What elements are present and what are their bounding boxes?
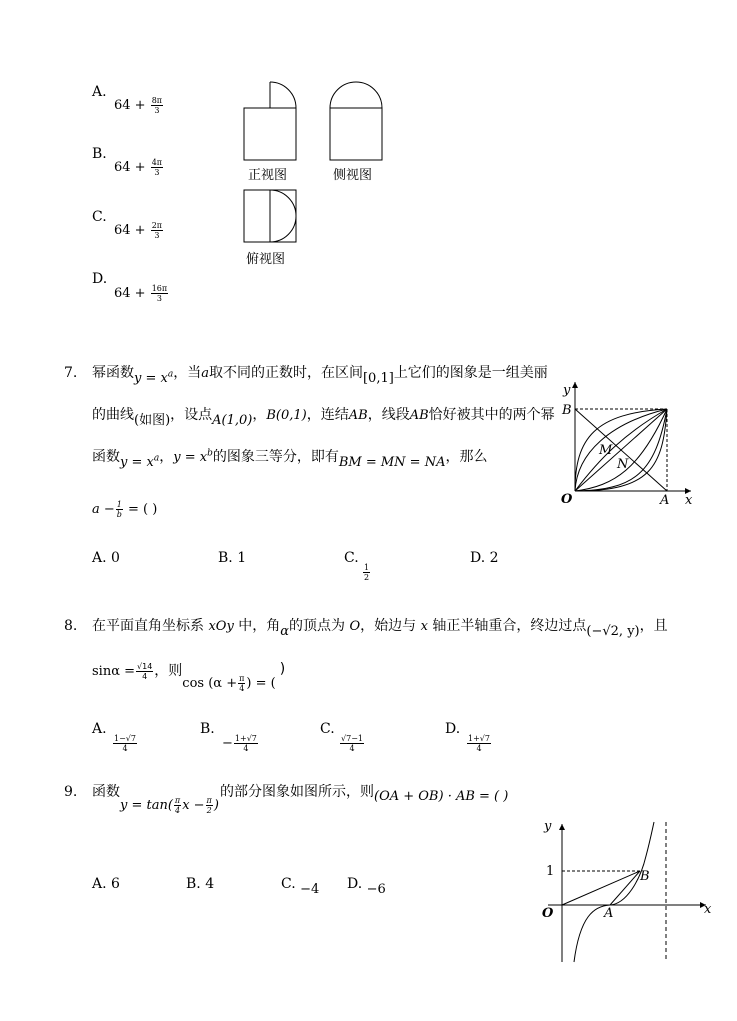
q9-option-d[interactable]: D. −6 <box>347 876 386 897</box>
q6-option-a-value: 64 + $\frac{8\pi}{3}$ <box>114 96 163 115</box>
q6-option-b-letter[interactable]: B. <box>92 146 107 162</box>
q8-option-b-value: − $\frac{1+√7}{4}$ <box>222 734 257 753</box>
q8-option-d-letter[interactable]: D. <box>445 721 461 737</box>
q7-label-b: B <box>562 403 572 418</box>
q8-option-c-value: $\frac{√7-1}{4}$ <box>341 734 363 753</box>
q6-option-d-value: 64 + $\frac{16\pi}{3}$ <box>114 284 168 303</box>
top-view-label: 俯视图 <box>246 252 286 267</box>
q7-power-function-graph <box>555 378 705 510</box>
q6-option-b-value: 64 + $\frac{4\pi}{3}$ <box>114 158 163 177</box>
q7-line-3: 函数$y = x^a$，$y = x^b$的图象三等分，即有BM = MN = NA，那么 <box>92 448 488 470</box>
q9-label-function: 函数 <box>92 784 120 800</box>
q7-expression: a − $\frac{1}{b}$ = ( ) <box>92 500 158 519</box>
q7-label-a: A <box>660 493 670 508</box>
q9-tangent-curve <box>574 822 654 962</box>
top-view-semicircle <box>270 190 296 242</box>
q9-segment-ob <box>562 871 640 905</box>
q9-label-a: A <box>604 906 614 921</box>
q7-option-a[interactable]: A. 0 <box>92 550 120 566</box>
q7-option-b[interactable]: B. 1 <box>218 550 247 566</box>
front-view-quarter-arc <box>270 82 296 108</box>
q8-option-a-letter[interactable]: A. <box>92 721 107 737</box>
q9-label-y: y <box>544 819 552 834</box>
front-view-square <box>244 108 296 160</box>
q7-label-x: x <box>685 493 693 508</box>
q9-option-b[interactable]: B. 4 <box>186 876 215 892</box>
q7-line-1: 幂函数$y = x^a$，当a取不同的正数时，在区间[0,1]上它们的图象是一组美丽 <box>92 365 548 386</box>
q9-option-c[interactable]: C. −4 <box>281 876 320 897</box>
q9-label-one: 1 <box>546 864 555 879</box>
q7-option-d[interactable]: D. 2 <box>470 550 499 566</box>
q9-function-formula: y = tan( $\frac{\pi}{4}$ x − $\frac{\pi}{2}$ ) <box>120 796 219 815</box>
q8-option-b-letter[interactable]: B. <box>200 721 215 737</box>
q7-line-2: 的曲线(如图)，设点A(1,0)，B(0,1)，连结AB，线段AB恰好被其中的两个幂 <box>92 407 555 428</box>
side-view-label: 侧视图 <box>333 168 373 183</box>
q8-option-c-letter[interactable]: C. <box>320 721 335 737</box>
front-view-label: 正视图 <box>248 168 288 183</box>
q9-option-a[interactable]: A. 6 <box>92 876 120 892</box>
q6-option-a-letter[interactable]: A. <box>92 84 107 100</box>
q9-number: 9. <box>64 784 78 800</box>
q8-line-1: 在平面直角坐标系 xOy 中，角α的顶点为 O，始边与 x 轴正半轴重合，终边过点(−√2, y)，且 <box>92 618 668 639</box>
q6-option-d-letter[interactable]: D. <box>92 271 108 287</box>
side-view-square <box>330 108 382 160</box>
q8-option-d-value: $\frac{1+√7}{4}$ <box>468 734 490 753</box>
q6-option-c-value: 64 + $\frac{2\pi}{3}$ <box>114 221 163 240</box>
q7-number: 7. <box>64 365 78 381</box>
q9-tangent-graph <box>534 816 724 964</box>
q8-line-2: sinα = $\frac{√14}{4}$ ，则cos (α + $\frac{\pi}{4}$ ) = () <box>92 661 286 693</box>
q7-label-o: O <box>561 492 573 507</box>
q9-label-x: x <box>704 902 712 917</box>
q7-option-c-value: $\frac{1}{2}$ <box>364 563 370 582</box>
q7-label-y: y <box>563 383 571 398</box>
q8-number: 8. <box>64 618 78 634</box>
q7-option-c-letter[interactable]: C. <box>344 550 359 566</box>
q8-option-a-value: $\frac{1-√7}{4}$ <box>114 734 136 753</box>
side-view-semicircle <box>330 82 382 108</box>
q6-option-c-letter[interactable]: C. <box>92 209 107 225</box>
q9-label-b: B <box>640 869 650 884</box>
q7-label-m: M <box>599 443 613 458</box>
q7-label-n: N <box>617 457 629 472</box>
q9-label-o: O <box>542 906 554 921</box>
q9-line-1: 的部分图象如图所示，则(OA + OB) · AB = ( ) <box>220 784 509 804</box>
q9-segment-ab <box>610 871 640 905</box>
